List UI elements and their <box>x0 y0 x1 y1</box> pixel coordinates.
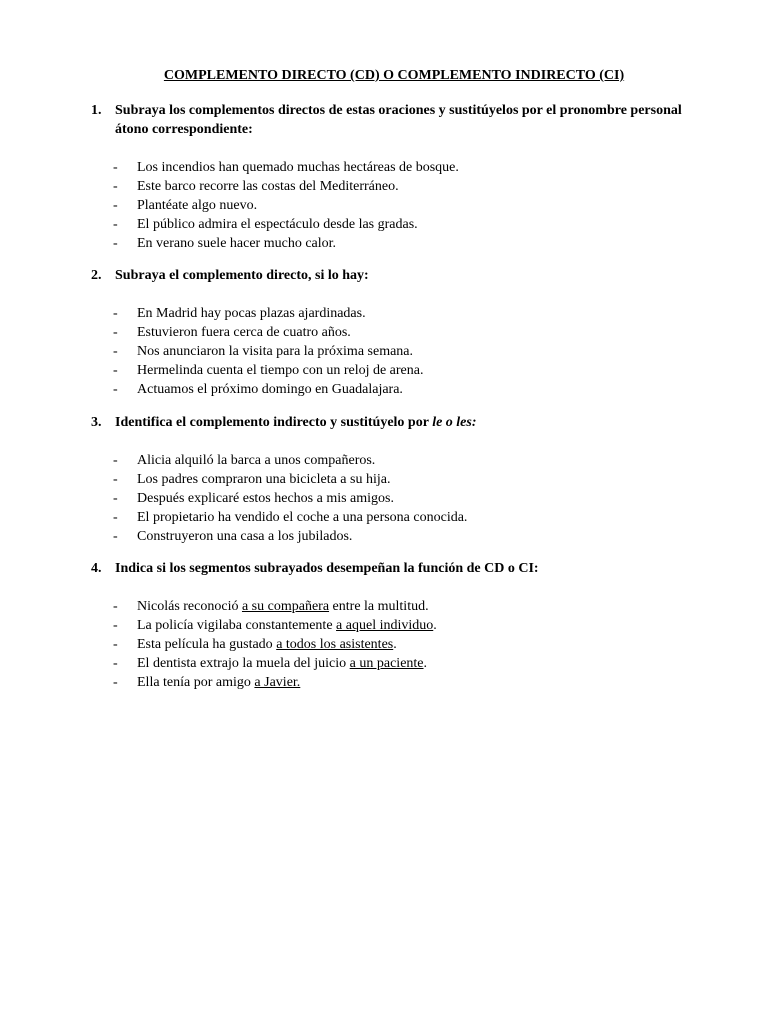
exercise-instruction <box>115 413 706 432</box>
list-item <box>91 673 706 692</box>
exercise-number: 4. <box>91 561 102 576</box>
bullet-dash: - <box>113 382 118 397</box>
bullet-dash: - <box>113 618 118 633</box>
bullet-dash: - <box>113 599 118 614</box>
list-item <box>91 158 706 177</box>
underlined-segment: a aquel individuo <box>336 618 434 633</box>
bullet-dash: - <box>113 363 118 378</box>
document-title: COMPLEMENTO DIRECTO (CD) O COMPLEMENTO INDIRECTO (CI) <box>163 68 625 83</box>
item-text: El propietario ha vendido el coche a una persona conocida. <box>137 510 468 525</box>
item-text: En Madrid hay pocas plazas ajardinadas. <box>137 306 366 321</box>
item-text <box>137 673 300 692</box>
bullet-dash: - <box>113 656 118 671</box>
item-text: Este barco recorre las costas del Mediterráneo. <box>137 179 399 194</box>
item-text <box>137 616 437 635</box>
instruction-italic: le o les: <box>432 415 477 430</box>
item-text: Plantéate algo nuevo. <box>137 198 258 213</box>
text-after: . <box>433 618 437 633</box>
underlined-segment: a Javier. <box>254 675 301 690</box>
item-text: Después explicaré estos hechos a mis amigos. <box>137 491 394 506</box>
exercise-instruction: Subraya el complemento directo, si lo hay: <box>115 268 369 283</box>
exercise-3 <box>91 413 706 546</box>
text-before: La policía vigilaba constantemente <box>137 618 337 633</box>
item-text <box>137 597 429 616</box>
item-text: En verano suele hacer mucho calor. <box>137 236 337 251</box>
underlined-segment: a todos los asistentes <box>276 637 394 652</box>
bullet-dash: - <box>113 198 118 213</box>
text-after: entre la multitud. <box>329 599 429 614</box>
exercise-number: 1. <box>91 103 102 118</box>
list-item <box>91 196 706 215</box>
list-item <box>91 380 706 399</box>
item-text: Hermelinda cuenta el tiempo con un reloj de arena. <box>137 363 424 378</box>
text-before: Esta película ha gustado <box>137 637 277 652</box>
exercise-items <box>91 304 706 399</box>
underlined-segment: a su compañera <box>241 599 330 614</box>
bullet-dash: - <box>113 491 118 506</box>
bullet-dash: - <box>113 306 118 321</box>
exercise-items <box>91 158 706 253</box>
list-item <box>91 616 706 635</box>
item-text: Actuamos el próximo domingo en Guadalajara. <box>137 382 403 397</box>
exercise-heading <box>91 413 706 432</box>
exercise-1 <box>91 101 706 253</box>
item-text <box>137 654 427 673</box>
item-text: Nos anunciaron la visita para la próxima semana. <box>137 344 414 359</box>
exercise-instruction: Subraya los complementos directos de estas oraciones y sustitúyelos por el pronombre personal átono correspondiente: <box>115 103 682 137</box>
list-item <box>91 215 706 234</box>
exercise-4 <box>91 559 706 692</box>
bullet-dash: - <box>113 344 118 359</box>
exercise-heading <box>91 101 706 139</box>
item-text: Los incendios han quemado muchas hectáreas de bosque. <box>137 160 459 175</box>
list-item <box>91 323 706 342</box>
underlined-segment: a un paciente <box>349 656 424 671</box>
exercise-number: 3. <box>91 415 102 430</box>
list-item <box>91 451 706 470</box>
list-item <box>91 654 706 673</box>
item-text: Construyeron una casa a los jubilados. <box>137 529 353 544</box>
exercise-2 <box>91 266 706 399</box>
bullet-dash: - <box>113 217 118 232</box>
text-before: Ella tenía por amigo <box>137 675 255 690</box>
list-item <box>91 489 706 508</box>
bullet-dash: - <box>113 179 118 194</box>
instruction-text: Identifica el complemento indirecto y sustitúyelo por <box>115 415 433 430</box>
exercise-heading <box>91 559 706 578</box>
text-after: . <box>423 656 428 671</box>
list-item <box>91 177 706 196</box>
list-item <box>91 597 706 616</box>
text-before: Nicolás reconoció <box>137 599 242 614</box>
bullet-dash: - <box>113 675 118 690</box>
list-item <box>91 527 706 546</box>
exercise-heading <box>91 266 706 285</box>
list-item <box>91 508 706 527</box>
item-text: Estuvieron fuera cerca de cuatro años. <box>137 325 351 340</box>
list-item <box>91 361 706 380</box>
item-text <box>137 635 397 654</box>
list-item <box>91 470 706 489</box>
item-text: Los padres compraron una bicicleta a su hija. <box>137 472 391 487</box>
list-item <box>91 234 706 253</box>
bullet-dash: - <box>113 160 118 175</box>
text-before: El dentista extrajo la muela del juicio <box>137 656 350 671</box>
list-item <box>91 304 706 323</box>
bullet-dash: - <box>113 472 118 487</box>
bullet-dash: - <box>113 637 118 652</box>
item-text: El público admira el espectáculo desde las gradas. <box>137 217 418 232</box>
bullet-dash: - <box>113 236 118 251</box>
bullet-dash: - <box>113 325 118 340</box>
exercise-instruction: Indica si los segmentos subrayados desempeñan la función de CD o CI: <box>115 561 539 576</box>
bullet-dash: - <box>113 529 118 544</box>
bullet-dash: - <box>113 453 118 468</box>
bullet-dash: - <box>113 510 118 525</box>
exercise-items <box>91 451 706 546</box>
list-item <box>91 342 706 361</box>
item-text: Alicia alquiló la barca a unos compañeros. <box>137 453 376 468</box>
exercise-number: 2. <box>91 268 102 283</box>
text-after: . <box>393 637 397 652</box>
list-item <box>91 635 706 654</box>
exercise-items <box>91 597 706 692</box>
